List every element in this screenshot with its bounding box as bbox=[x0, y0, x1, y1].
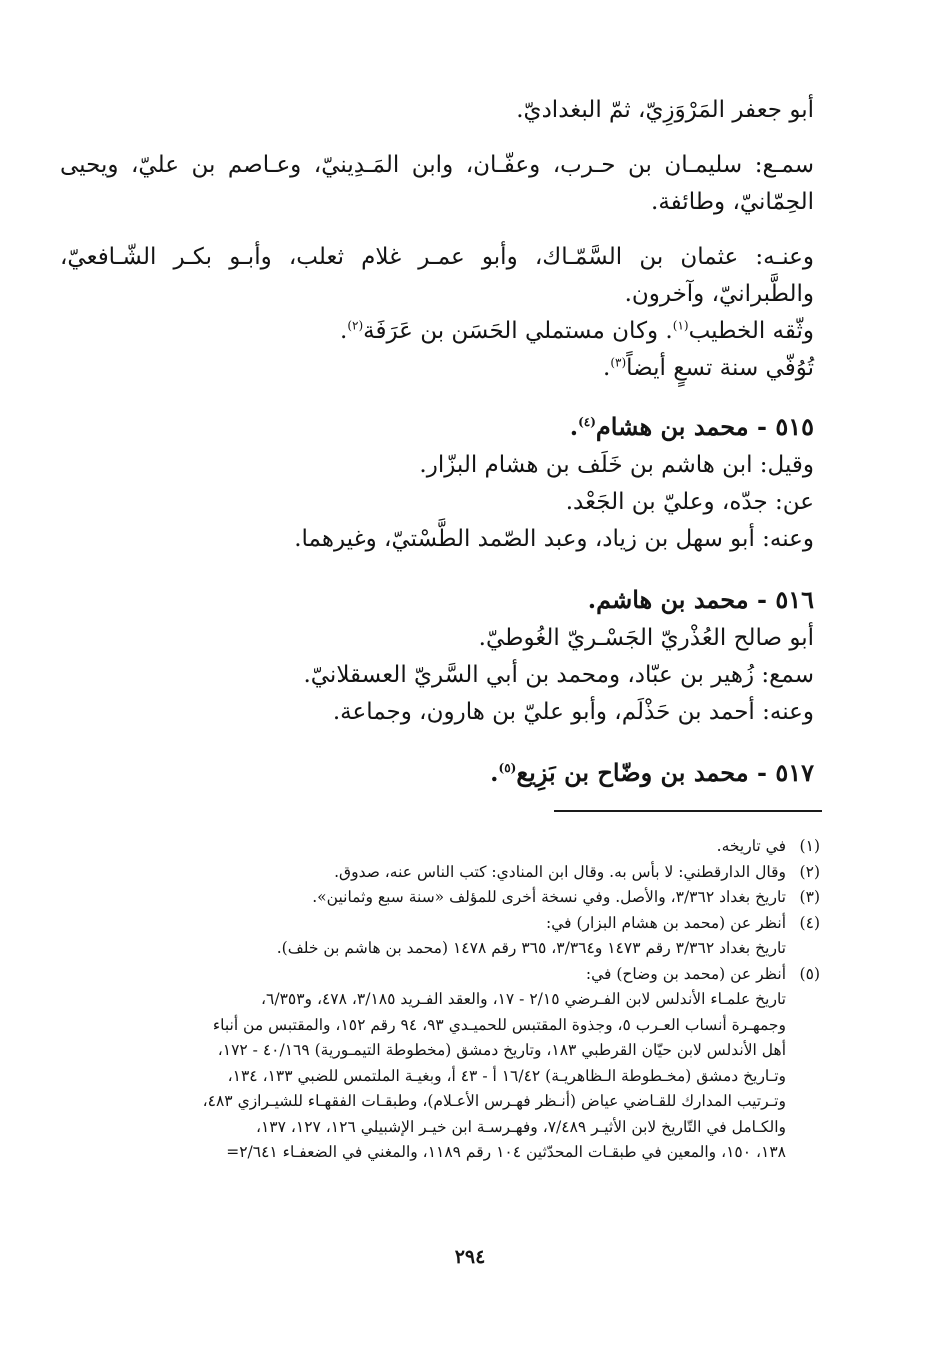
footnote-line: أنظر عن (محمد بن هشام البزار) في: bbox=[545, 913, 786, 932]
footnote-text bbox=[100, 834, 786, 860]
footnote-1 bbox=[100, 834, 820, 860]
entry-number: ٥١٧ bbox=[775, 758, 814, 787]
entry-name: - محمد بن هشام bbox=[595, 412, 767, 441]
footnote-number: (٥) bbox=[799, 964, 820, 983]
footnote-5 bbox=[100, 962, 820, 1166]
footnote-line: تاريخ بغداد ٣/٣٦٢، والأصل. وفي نسخة أخرى للمؤلف «سنة سبع وثمانين». bbox=[312, 888, 786, 906]
footnote-ref-2[interactable]: (٢) bbox=[347, 318, 364, 333]
footnote-number: (١) bbox=[799, 837, 820, 855]
footnote-ref-4[interactable]: (٤) bbox=[578, 415, 596, 429]
footnote-text bbox=[100, 911, 786, 962]
footnote-separator-rule bbox=[554, 810, 822, 812]
mustamli-text: . وكان مستملي الحَسَن بن عَرَفَة bbox=[363, 318, 673, 344]
entry-end: . bbox=[490, 758, 499, 787]
footnote-line: تاريخ علمـاء الأندلس لابن الفـرضي ٢/١٥ - ١٧، والعقد الفـريد ٣/١٨٥، ٤٧٨، و٦/٣٥٣، bbox=[261, 990, 786, 1008]
death-text: تُوُفّي سنة تسعٍ أيضاً bbox=[626, 355, 814, 381]
footnote-line: أنظر عن (محمد بن وضاح) في: bbox=[585, 964, 786, 983]
footnote-line: وتـاريخ دمشق (مخـطوطة الـظاهريـة) ١٦/٤٢ أ - ٤٣ أ، وبغيـة الملتمس للضبي ١٣٣، ١٣٤، bbox=[227, 1066, 786, 1085]
footnote-text bbox=[100, 885, 786, 911]
entry-title-516 bbox=[60, 580, 814, 620]
footnote-number: (٢) bbox=[799, 862, 820, 881]
death-end: . bbox=[603, 355, 611, 381]
entry-516-line-teachers: سمع: زُهير بن عبّاد، ومحمد بن أبي السَّريّ العسقلانيّ. bbox=[303, 662, 814, 688]
footnote-number: (٤) bbox=[799, 913, 820, 932]
entry-515-line-teachers: عن: جدّه، وعليّ بن الجَعْد. bbox=[565, 489, 814, 515]
footnote-ref-5[interactable]: (٥) bbox=[498, 761, 517, 775]
entry-516-line-students: وعنه: أحمد بن حَذْلَم، وأبو عليّ بن هارون، وجماعة. bbox=[332, 699, 814, 725]
footnote-line: وجمهـرة أنساب العـرب ٥، وجذوة المقتبس للحميـدي ٩٣، ٩٤ رقم ١٥٢، والمقتبس من أنباء bbox=[212, 1015, 786, 1034]
paragraph-teachers: سمـع: سليمـان بن حـرب، وعفّـان، وابن المَـدِينيّ، وعـاصم بن عليّ، ويحيى الحِمّانيّ، وطائفة. bbox=[60, 152, 814, 215]
mustamli-end: . bbox=[340, 318, 348, 344]
entry-title-515 bbox=[60, 407, 814, 447]
footnote-number: (٣) bbox=[799, 888, 820, 906]
entry-number: ٥١٦ bbox=[775, 585, 814, 614]
paragraph-students: وعنـه: عثمان بن السَّمّـاك، وأبو عمـر غلام ثعلب، وأبـو بكـر الشّـافعيّ، والطَّبرانيّ، وآخرون. bbox=[60, 244, 814, 307]
footnote-line: والكـامل في التّاريخ لابن الأثيـر ٧/٤٨٩، وفهـرسـة ابن خيـر الإشبيلي ١٢٦، ١٢٧، ١٣٧، bbox=[255, 1117, 786, 1136]
footnote-line: في تاريخه. bbox=[716, 837, 786, 855]
page-number: ٢٩٤ bbox=[454, 1246, 486, 1268]
footnote-line: أهل الأندلس لابن حيّان القرطبي ١٨٣، وتاريخ دمشق (مخطوطة التيمـورية) ٤٠/١٦٩ - ١٧٢، bbox=[217, 1041, 786, 1059]
entry-516-line-nisba: أبو صالح العُذْريّ الجَسْـريّ الغُوطيّ. bbox=[478, 625, 814, 651]
footnote-ref-3[interactable]: (٣) bbox=[610, 355, 627, 370]
footnote-text bbox=[100, 860, 786, 886]
footnote-4 bbox=[100, 911, 820, 962]
footnote-2 bbox=[100, 860, 820, 886]
footnotes bbox=[100, 834, 820, 1166]
footnote-line: وتـرتيب المدارك للقـاضي عياض (أنـظر فهـرس الأعـلام)، وطبقـات الفقهـاء للشيـرازي ٤٨٣، bbox=[202, 1092, 786, 1110]
footnote-text bbox=[100, 962, 786, 1166]
paragraph-nisba: أبو جعفر المَرْوَزِيّ، ثمّ البغداديّ. bbox=[516, 97, 814, 123]
tawthiq-text: وثّقه الخطيب bbox=[688, 318, 814, 344]
entry-name: - محمد بن وضّاح بن بَزِيع bbox=[516, 758, 767, 787]
main-text bbox=[60, 92, 814, 793]
document-page bbox=[60, 92, 814, 793]
footnote-ref-1[interactable]: (١) bbox=[672, 318, 689, 333]
entry-515-line-alias: وقيل: ابن هاشم بن خَلَف بن هشام البزّار. bbox=[419, 452, 814, 478]
entry-end: . bbox=[569, 412, 579, 441]
footnote-3 bbox=[100, 885, 820, 911]
paragraph-tawthiq bbox=[60, 313, 814, 350]
entry-title-517 bbox=[60, 753, 814, 793]
entry-515-line-students: وعنه: أبو سهل بن زياد، وعبد الصّمد الطَّسْتيّ، وغيرهما. bbox=[294, 526, 814, 552]
footnote-line: ١٣٨، ١٥٠، والمعين في طبقـات المحدّثين ١٠٤ رقم ١١٨٩، والمغني في الضعفـاء ٢/٦٤١= bbox=[226, 1143, 786, 1161]
entry-name: - محمد بن هاشم. bbox=[587, 585, 767, 614]
entry-number: ٥١٥ bbox=[775, 412, 814, 441]
paragraph-death bbox=[60, 350, 814, 387]
footnote-line: وقال الدارقطني: لا بأس به. وقال ابن المنادي: كتب الناس عنه، صدوق. bbox=[334, 862, 786, 881]
footnote-line: تاريخ بغداد ٣/٣٦٢ رقم ١٤٧٣ و٣/٣٦٤، ٣٦٥ رقم ١٤٧٨ (محمد بن هاشم بن خلف). bbox=[276, 939, 786, 957]
